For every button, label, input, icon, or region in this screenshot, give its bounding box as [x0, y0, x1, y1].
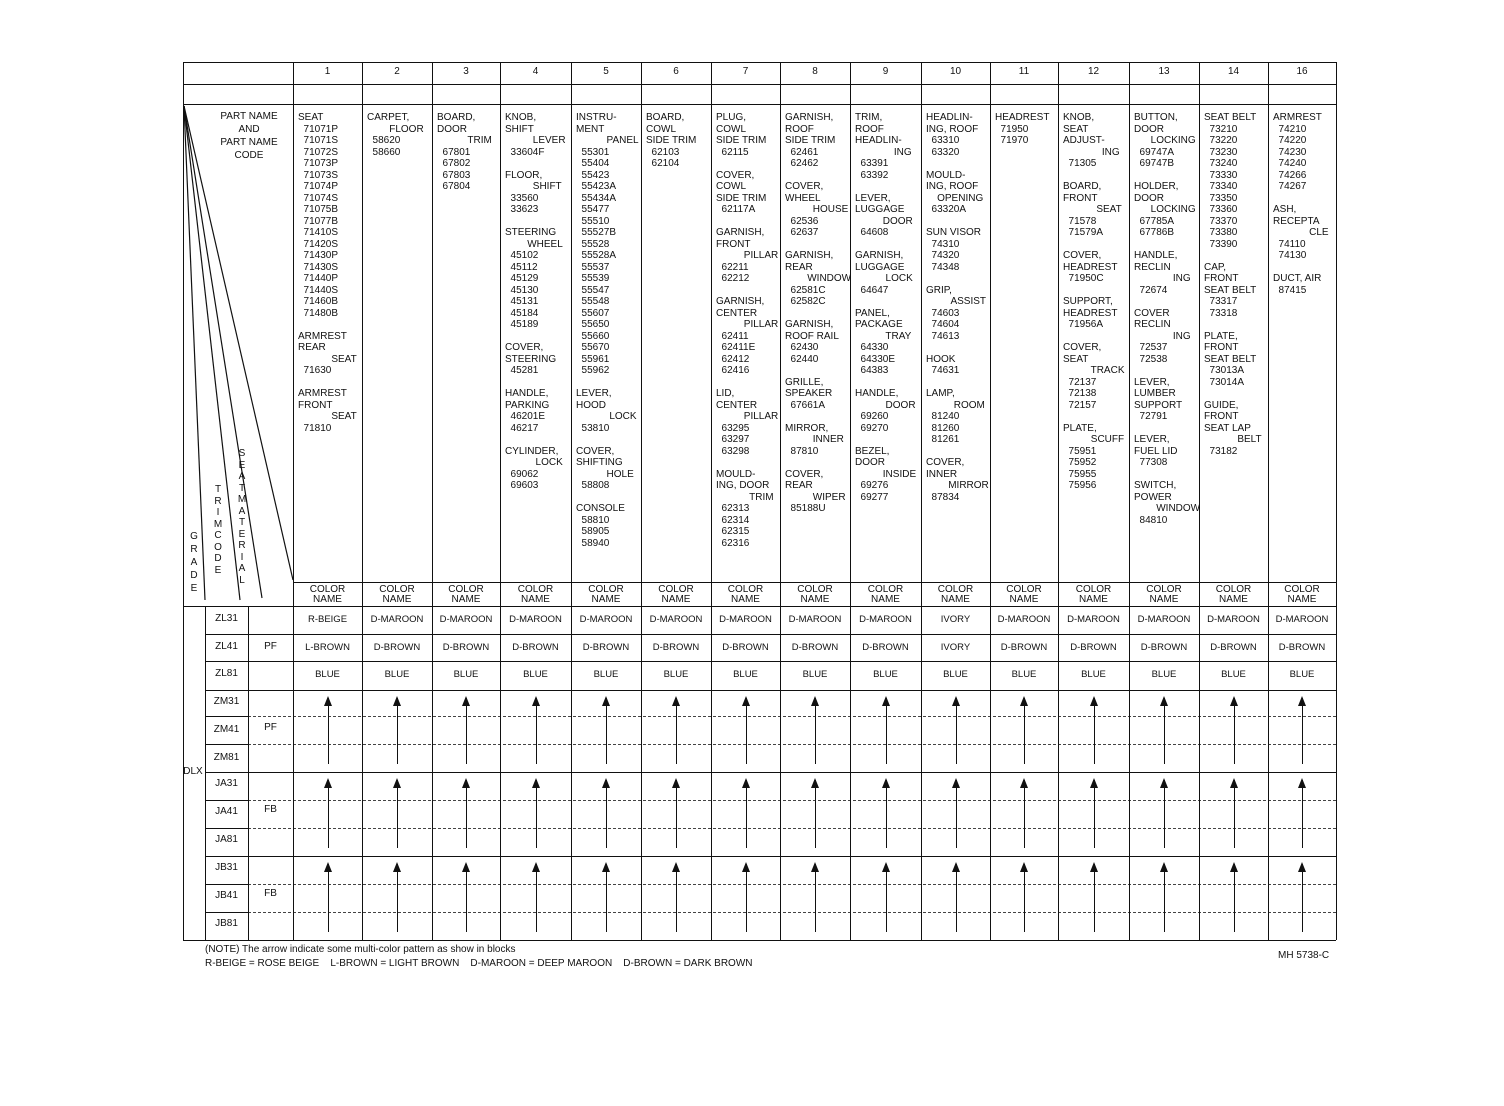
- color-name-label: COLOR NAME: [1146, 584, 1182, 605]
- color-cell: D-BROWN: [862, 642, 909, 653]
- column-number: 1: [324, 66, 331, 77]
- color-cell: D-BROWN: [1070, 642, 1117, 653]
- color-cell: D-MAROON: [370, 614, 424, 625]
- column-part-list: KNOB, SEAT ADJUST- ING 71305 BOARD, FRONT SEAT 71578 71579A COVER, HEADREST 71950C SUPPORT, HEADREST 71956A COVER, SEAT TRACK 72137 72138 72157 PLATE, SCUFF 75951 75952 75955 75956: [1063, 112, 1125, 491]
- multicolor-arrow: [536, 780, 537, 848]
- color-cell: D-MAROON: [788, 614, 842, 625]
- color-cell: D-BROWN: [1278, 642, 1326, 653]
- multicolor-arrow: [1302, 698, 1303, 764]
- multicolor-arrow: [676, 698, 677, 764]
- column-number: 10: [949, 66, 962, 77]
- color-name-label: COLOR NAME: [797, 584, 833, 605]
- diagonal-line: [184, 106, 205, 600]
- color-cell: BLUE: [733, 669, 758, 680]
- color-name-label: COLOR NAME: [379, 584, 415, 605]
- multicolor-arrow: [746, 698, 747, 764]
- trim-code-cell: ZL81: [215, 668, 238, 679]
- color-cell: D-BROWN: [722, 642, 769, 653]
- column-number: 14: [1227, 66, 1240, 77]
- color-cell: BLUE: [943, 669, 968, 680]
- column-number: 2: [394, 66, 400, 77]
- multicolor-arrow: [746, 864, 747, 932]
- multicolor-arrow: [1094, 698, 1095, 764]
- column-part-list: TRIM, ROOF HEADLIN- ING 63391 63392 LEVER, LUGGAGE DOOR 64608 GARNISH, LUGGAGE LOCK 64647 PANEL, PACKAGE TRAY 64330 64330E 64383 HANDLE, DOOR 69260 69270 BEZEL, DOOR INSIDE 69276 69277: [855, 112, 917, 503]
- color-name-label: COLOR NAME: [1075, 584, 1112, 605]
- color-name-label: COLOR NAME: [1284, 584, 1320, 605]
- trim-code-axis-label: T R I M C O D E: [213, 484, 223, 576]
- column-part-list: GARNISH, ROOF SIDE TRIM 62461 62462 COVER, WHEEL HOUSE 62536 62637 GARNISH, REAR WINDOW 62581C 62582C GARNISH, ROOF RAIL 62430 62440 GRILLE, SPEAKER 67661A MIRROR, INNER 87810 COVER, REAR WIPER 85188U: [785, 112, 852, 514]
- color-cell: D-BROWN: [791, 642, 839, 653]
- color-name-label: COLOR NAME: [1215, 584, 1252, 605]
- multicolor-arrow: [815, 698, 816, 764]
- multicolor-arrow: [1302, 780, 1303, 848]
- column-part-list: INSTRU- MENT PANEL 55301 55404 55423 55423A 55434A 55477 55510 55527B 55528 55528A 55537 55539 55547 55548 55607 55650 55660 55670 55961 55962 LEVER, HOOD LOCK 53810 COVER, SHIFTING HOLE 58808 CONSOLE 58810 58905 58940: [576, 112, 639, 549]
- color-cell: D-MAROON: [1207, 614, 1260, 625]
- color-name-label: COLOR NAME: [867, 584, 904, 605]
- color-cell: BLUE: [1011, 669, 1037, 680]
- seat-material-zl: PF: [264, 641, 277, 652]
- color-cell: BLUE: [1081, 669, 1106, 680]
- multicolor-arrow: [676, 864, 677, 932]
- trim-code-cell: JB31: [215, 862, 238, 873]
- multicolor-arrow: [1164, 864, 1165, 932]
- footer-note: (NOTE) The arrow indicate some multi-color pattern as show in blocks: [205, 944, 516, 955]
- column-part-list: KNOB, SHIFT LEVER 33604F FLOOR, SHIFT 33560 33623 STEERING WHEEL 45102 45112 45129 45130 45131 45184 45189 COVER, STEERING 45281 HANDLE, PARKING 46201E 46217 CYLINDER, LOCK 69062 69603: [505, 112, 566, 491]
- column-part-list: HEADREST 71950 71970: [995, 112, 1050, 146]
- trim-code-cell: JB81: [215, 918, 238, 929]
- column-number: 5: [603, 66, 609, 77]
- multicolor-arrow: [1094, 780, 1095, 848]
- multicolor-arrow: [1164, 780, 1165, 848]
- multicolor-arrow: [956, 698, 957, 764]
- color-cell: D-MAROON: [719, 614, 772, 625]
- trim-code-cell: JA41: [215, 806, 238, 817]
- multicolor-arrow: [815, 864, 816, 932]
- multicolor-arrow: [397, 780, 398, 848]
- color-name-label: COLOR NAME: [588, 584, 624, 605]
- part-name-label: PART NAME AND PART NAME CODE: [220, 111, 278, 161]
- column-number: 13: [1158, 66, 1170, 77]
- multicolor-arrow: [536, 864, 537, 932]
- seat-material-cell: FB: [264, 804, 277, 815]
- color-name-label: COLOR NAME: [727, 584, 764, 605]
- color-cell: BLUE: [523, 669, 548, 680]
- column-part-list: SEAT BELT 73210 73220 73230 73240 73330 73340 73350 73360 73370 73380 73390 CAP, FRONT SEAT BELT 73317 73318 PLATE, FRONT SEAT BELT 73013A 73014A GUIDE, FRONT SEAT LAP BELT 73182: [1204, 112, 1262, 457]
- trim-code-cell: JB41: [215, 890, 238, 901]
- color-cell: BLUE: [802, 669, 828, 680]
- grade-value: DLX: [183, 766, 203, 777]
- color-cell: D-BROWN: [582, 642, 630, 653]
- color-name-label: COLOR NAME: [1006, 584, 1042, 605]
- color-cell: D-MAROON: [859, 614, 912, 625]
- color-cell: L-BROWN: [305, 642, 350, 653]
- multicolor-arrow: [1024, 864, 1025, 932]
- color-cell: D-MAROON: [649, 614, 703, 625]
- trim-code-cell: ZM31: [213, 696, 240, 707]
- multicolor-arrow: [746, 780, 747, 848]
- color-cell: D-BROWN: [373, 642, 421, 653]
- multicolor-arrow: [1234, 864, 1235, 932]
- multicolor-arrow: [886, 864, 887, 932]
- column-number: 11: [1018, 66, 1030, 77]
- multicolor-arrow: [397, 698, 398, 764]
- color-cell: D-BROWN: [512, 642, 559, 653]
- trim-code-cell: ZM81: [213, 752, 240, 763]
- multicolor-arrow: [956, 864, 957, 932]
- column-number: 7: [742, 66, 749, 77]
- color-name-label: COLOR NAME: [448, 584, 484, 605]
- footer-code: MH 5738-C: [1278, 950, 1330, 961]
- multicolor-arrow: [536, 698, 537, 764]
- multicolor-arrow: [886, 780, 887, 848]
- seat-material-cell: PF: [264, 722, 277, 733]
- trim-code-cell: ZL41: [215, 641, 238, 652]
- color-cell: D-MAROON: [997, 614, 1051, 625]
- grade-axis-label: G R A D E: [190, 531, 198, 594]
- multicolor-arrow: [606, 864, 607, 932]
- trim-code-cell: ZM41: [213, 724, 240, 735]
- column-part-list: CARPET, FLOOR 58620 58660: [367, 112, 424, 158]
- color-cell: BLUE: [315, 669, 340, 680]
- color-cell: BLUE: [1289, 669, 1315, 680]
- column-number: 3: [463, 66, 469, 77]
- color-cell: BLUE: [453, 669, 479, 680]
- color-name-label: COLOR NAME: [937, 584, 974, 605]
- color-cell: IVORY: [940, 642, 971, 653]
- color-cell: BLUE: [663, 669, 689, 680]
- multicolor-arrow: [606, 780, 607, 848]
- color-cell: IVORY: [940, 614, 971, 625]
- column-part-list: ARMREST 74210 74220 74230 74240 74266 74267 ASH, RECEPTA CLE 74110 74130 DUCT, AIR 87415: [1273, 112, 1329, 296]
- color-cell: D-MAROON: [1275, 614, 1329, 625]
- column-part-list: SEAT 71071P 71071S 71072S 71073P 71073S 71074P 71074S 71075B 71077B 71410S 71420S 71430P 71430S 71440P 71440S 71460B 71480B ARMREST REAR SEAT 71630 ARMREST FRONT SEAT 71810: [298, 112, 357, 434]
- color-cell: D-MAROON: [439, 614, 493, 625]
- trim-code-cell: JA81: [215, 834, 238, 845]
- color-name-label: COLOR NAME: [309, 584, 346, 605]
- column-number: 8: [812, 66, 818, 77]
- column-number: 12: [1087, 66, 1100, 77]
- color-cell: D-MAROON: [1067, 614, 1120, 625]
- color-cell: D-BROWN: [1210, 642, 1257, 653]
- color-cell: BLUE: [873, 669, 898, 680]
- column-number: 4: [532, 66, 539, 77]
- color-cell: D-BROWN: [652, 642, 700, 653]
- color-cell: BLUE: [1221, 669, 1246, 680]
- multicolor-arrow: [1094, 864, 1095, 932]
- color-cell: D-BROWN: [1000, 642, 1048, 653]
- color-cell: D-BROWN: [1140, 642, 1188, 653]
- column-part-list: BOARD, DOOR TRIM 67801 67802 67803 67804: [437, 112, 492, 192]
- column-part-list: HEADLIN- ING, ROOF 63310 63320 MOULD- ING, ROOF OPENING 63320A SUN VISOR 74310 74320 74348 GRIP, ASSIST 74603 74604 74613 HOOK 74631 LAMP, ROOM 81240 81260 81261 COVER, INNER MIRROR 87834: [926, 112, 989, 503]
- color-name-label: COLOR NAME: [658, 584, 694, 605]
- color-cell: D-MAROON: [579, 614, 633, 625]
- multicolor-arrow: [886, 698, 887, 764]
- color-cell: D-BROWN: [442, 642, 490, 653]
- multicolor-arrow: [328, 864, 329, 932]
- multicolor-arrow: [956, 780, 957, 848]
- color-cell: BLUE: [1151, 669, 1177, 680]
- column-part-list: BUTTON, DOOR LOCKING 69747A 69747B HOLDER, DOOR LOCKING 67785A 67786B HANDLE, RECLIN ING 72674 COVER RECLIN ING 72537 72538 LEVER, LUMBER SUPPORT 72791 LEVER, FUEL LID 77308 SWITCH, POWER WINDOW 84810: [1134, 112, 1201, 526]
- column-number: 9: [882, 66, 889, 77]
- multicolor-arrow: [1234, 698, 1235, 764]
- multicolor-arrow: [328, 780, 329, 848]
- color-cell: BLUE: [593, 669, 619, 680]
- color-cell: BLUE: [384, 669, 410, 680]
- color-cell: D-MAROON: [1137, 614, 1191, 625]
- column-part-list: PLUG, COWL SIDE TRIM 62115 COVER, COWL SIDE TRIM 62117A GARNISH, FRONT PILLAR 62211 62212 GARNISH, CENTER PILLAR 62411 62411E 62412 62416 LID, CENTER PILLAR 63295 63297 63298 MOULD- ING, DOOR TRIM 62313 62314 62315 62316: [716, 112, 779, 549]
- multicolor-arrow: [1234, 780, 1235, 848]
- multicolor-arrow: [397, 864, 398, 932]
- multicolor-arrow: [466, 780, 467, 848]
- color-cell: D-MAROON: [509, 614, 562, 625]
- multicolor-arrow: [1302, 864, 1303, 932]
- multicolor-arrow: [606, 698, 607, 764]
- multicolor-arrow: [466, 864, 467, 932]
- seat-material-cell: FB: [264, 888, 277, 899]
- multicolor-arrow: [676, 780, 677, 848]
- column-part-list: BOARD, COWL SIDE TRIM 62103 62104: [646, 112, 697, 169]
- trim-code-cell: JA31: [215, 778, 238, 789]
- seat-material-axis-label: S E A T M A T E R I A L: [237, 448, 247, 586]
- multicolor-arrow: [466, 698, 467, 764]
- multicolor-arrow: [328, 698, 329, 764]
- multicolor-arrow: [815, 780, 816, 848]
- color-name-label: COLOR NAME: [517, 584, 554, 605]
- column-number: 6: [673, 66, 679, 77]
- multicolor-arrow: [1164, 698, 1165, 764]
- multicolor-arrow: [1024, 780, 1025, 848]
- footer-legend: R-BEIGE = ROSE BEIGE L-BROWN = LIGHT BROWN D-MAROON = DEEP MAROON D-BROWN = DARK BROWN: [205, 958, 753, 969]
- color-cell: R-BEIGE: [307, 614, 348, 625]
- trim-code-cell: ZL31: [215, 613, 238, 624]
- column-number: 16: [1296, 66, 1308, 77]
- multicolor-arrow: [1024, 698, 1025, 764]
